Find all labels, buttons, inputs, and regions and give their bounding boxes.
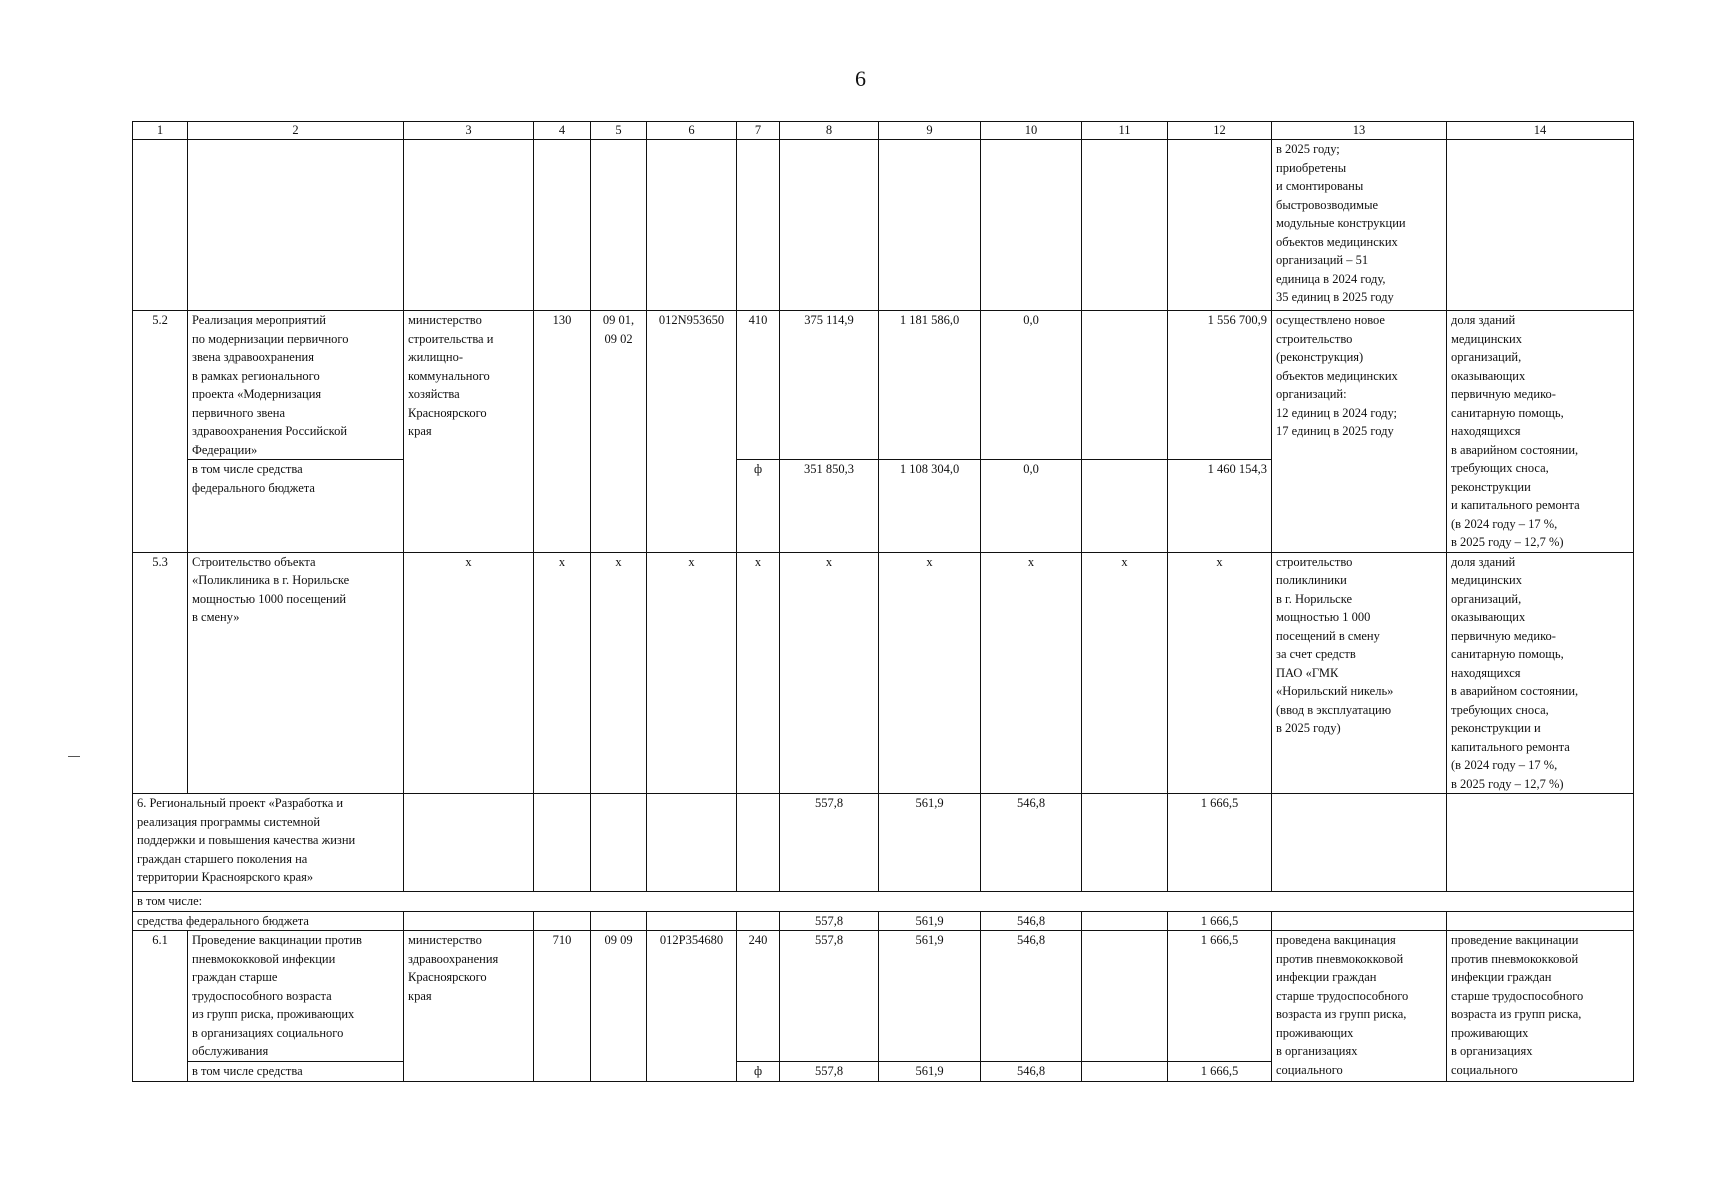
indicator-cell: проведение вакцинации против пневмококковой инфекции граждан старше трудоспособного возраста из групп риска, проживающих в организациях социального	[1447, 931, 1634, 1082]
section-code-cell: 09 01, 09 02	[591, 311, 647, 553]
header-cell: 3	[404, 122, 534, 140]
x-mark: x	[879, 552, 981, 794]
result-cell: строительство поликлиники в г. Норильске мощностью 1 000 посещений в смену за счет средств ПАО «ГМК «Норильский никель» (ввод в эксплуатацию в 2025 году)	[1272, 552, 1447, 794]
section-title: 6. Региональный проект «Разработка и реализация программы системной поддержки и повышения качества жизни граждан старшего поколения на территории Красноярского края»	[133, 794, 404, 892]
x-mark: x	[981, 552, 1082, 794]
table-row	[133, 140, 1634, 311]
amount-cell	[1082, 311, 1168, 460]
indicator-cell: доля зданий медицинских организаций, оказывающих первичную медико- санитарную помощь, находящихся в аварийном состоянии, требующих сноса, реконструкции и капитального ремонта (в 2024 году – 17 %, в 2025 году – 12,7 %)	[1447, 552, 1634, 794]
result-cell: осуществлено новое строительство (реконструкция) объектов медицинских организаций: 12 единиц в 2024 году; 17 единиц в 2025 году	[1272, 311, 1447, 553]
amount-cell: 1 108 304,0	[879, 460, 981, 552]
section-row	[133, 911, 1634, 931]
amount-cell: 546,8	[981, 911, 1082, 931]
target-code-cell: 012N953650	[647, 311, 737, 553]
amount-cell: 561,9	[879, 911, 981, 931]
header-cell: 9	[879, 122, 981, 140]
section-row	[133, 892, 1634, 912]
amount-cell: 557,8	[780, 911, 879, 931]
measure-name: Строительство объекта «Поликлиника в г. Норильске мощностью 1000 посещений в смену»	[188, 552, 404, 794]
amount-cell: 561,9	[879, 931, 981, 1062]
x-mark: x	[404, 552, 534, 794]
amount-cell: 557,8	[780, 931, 879, 1062]
header-cell: 11	[1082, 122, 1168, 140]
table-row	[133, 311, 1634, 460]
target-code-cell: 012P354680	[647, 931, 737, 1082]
amount-cell: 375 114,9	[780, 311, 879, 460]
amount-cell: 0,0	[981, 460, 1082, 552]
header-cell: 14	[1447, 122, 1634, 140]
header-cell: 6	[647, 122, 737, 140]
administrator-cell: министерство строительства и жилищно- коммунального хозяйства Красноярского края	[404, 311, 534, 553]
federal-budget-label: средства федерального бюджета	[133, 911, 404, 931]
amount-cell: 546,8	[981, 931, 1082, 1062]
result-cell: в 2025 году; приобретены и смонтированы быстровозводимые модульные конструкции объектов медицинских организаций – 51 единица в 2024 году, 35 единиц в 2025 году	[1272, 140, 1447, 311]
header-cell: 1	[133, 122, 188, 140]
x-mark: x	[737, 552, 780, 794]
x-mark: x	[591, 552, 647, 794]
x-mark: x	[647, 552, 737, 794]
total-cell: 1 666,5	[1168, 794, 1272, 892]
code-cell: 130	[534, 311, 591, 553]
amount-cell: 546,8	[981, 794, 1082, 892]
header-cell: 2	[188, 122, 404, 140]
x-mark: x	[1082, 552, 1168, 794]
header-row	[133, 122, 1634, 140]
amount-cell: 351 850,3	[780, 460, 879, 552]
margin-mark	[68, 756, 80, 757]
subrow-label: в том числе средства	[188, 1062, 404, 1082]
row-number: 6.1	[133, 931, 188, 1082]
budget-table	[132, 121, 1634, 1082]
section-code-cell: 09 09	[591, 931, 647, 1082]
including-label: в том числе:	[133, 892, 1634, 912]
measure-name: Проведение вакцинации против пневмококковой инфекции граждан старше трудоспособного возраста из групп риска, проживающих в организациях социального обслуживания	[188, 931, 404, 1062]
section-row	[133, 794, 1634, 892]
amount-cell	[1082, 460, 1168, 552]
result-cell: проведена вакцинация против пневмококковой инфекции граждан старше трудоспособного возраста из групп риска, проживающих в организациях социального	[1272, 931, 1447, 1082]
amount-cell: 557,8	[780, 794, 879, 892]
header-cell: 8	[780, 122, 879, 140]
total-cell: 1 666,5	[1168, 911, 1272, 931]
total-cell: 1 666,5	[1168, 931, 1272, 1062]
amount-cell: 1 181 586,0	[879, 311, 981, 460]
amount-cell: 561,9	[879, 794, 981, 892]
header-cell: 5	[591, 122, 647, 140]
subrow-label: в том числе средства федерального бюджета	[188, 460, 404, 552]
header-cell: 13	[1272, 122, 1447, 140]
total-cell: 1 556 700,9	[1168, 311, 1272, 460]
x-mark: x	[1168, 552, 1272, 794]
code-cell: 710	[534, 931, 591, 1082]
expense-type-cell: 240	[737, 931, 780, 1062]
expense-type-cell: ф	[737, 1062, 780, 1082]
amount-cell: 561,9	[879, 1062, 981, 1082]
table-row	[133, 931, 1634, 1062]
expense-type-cell: ф	[737, 460, 780, 552]
measure-name: Реализация мероприятий по модернизации первичного звена здравоохранения в рамках регионального проекта «Модернизация первичного звена здравоохранения Российской Федерации»	[188, 311, 404, 460]
amount-cell	[1082, 931, 1168, 1062]
amount-cell: 0,0	[981, 311, 1082, 460]
row-number: 5.2	[133, 311, 188, 553]
expense-type-cell: 410	[737, 311, 780, 460]
header-cell: 4	[534, 122, 591, 140]
header-cell: 12	[1168, 122, 1272, 140]
amount-cell: 557,8	[780, 1062, 879, 1082]
header-cell: 7	[737, 122, 780, 140]
indicator-cell: доля зданий медицинских организаций, оказывающих первичную медико- санитарную помощь, находящихся в аварийном состоянии, требующих сноса, реконструкции и капитального ремонта (в 2024 году – 17 %, в 2025 году – 12,7 %)	[1447, 311, 1634, 553]
page-number: 6	[855, 66, 866, 91]
x-mark: x	[780, 552, 879, 794]
total-cell: 1 460 154,3	[1168, 460, 1272, 552]
administrator-cell: министерство здравоохранения Красноярского края	[404, 931, 534, 1082]
amount-cell: 546,8	[981, 1062, 1082, 1082]
x-mark: x	[534, 552, 591, 794]
total-cell: 1 666,5	[1168, 1062, 1272, 1082]
table-row	[133, 552, 1634, 794]
header-cell: 10	[981, 122, 1082, 140]
row-number: 5.3	[133, 552, 188, 794]
